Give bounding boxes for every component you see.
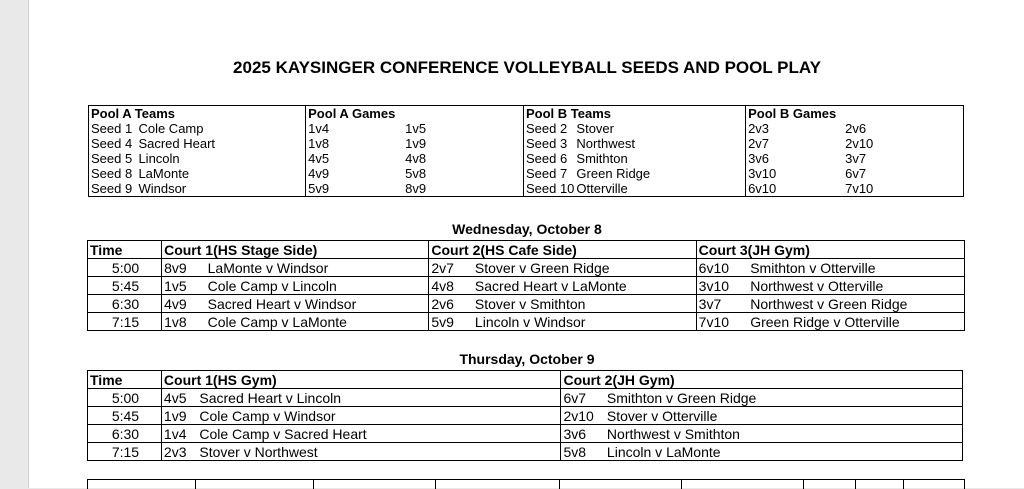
match-teams: Sacred Heart v Lincoln — [197, 389, 561, 407]
schedule-row — [88, 425, 963, 443]
seeds-row — [89, 136, 964, 151]
pool-game: 1v4 — [306, 121, 404, 136]
court-1-header: Court 1(HS Stage Side) — [162, 241, 429, 259]
pool-game: 2v3 — [746, 121, 844, 136]
seed-team: Windsor — [138, 180, 187, 196]
seed-label: Seed 6 — [523, 151, 574, 166]
pool-game: 6v7 — [845, 165, 867, 181]
match-code: 1v4 — [161, 425, 197, 443]
schedule-row — [88, 259, 965, 277]
seed-label: Seed 1 — [91, 120, 133, 136]
document-title: 2025 KAYSINGER CONFERENCE VOLLEYBALL SEEDS AND POOL PLAY — [233, 58, 821, 77]
match-teams: Sacred Heart v Windsor — [206, 295, 429, 313]
seeds-row — [89, 121, 964, 136]
match-teams: Northwest v Smithton — [605, 425, 963, 443]
court-2-header: Court 2(JH Gym) — [561, 371, 963, 389]
match-teams: Stover v Otterville — [605, 407, 963, 425]
match-code: 7v10 — [696, 313, 748, 331]
match-code: 2v7 — [429, 259, 473, 277]
thursday-header-row — [88, 371, 963, 389]
pool-game: 1v8 — [306, 136, 404, 151]
pool-game: 6v10 — [746, 181, 844, 197]
seeds-row — [89, 181, 964, 197]
match-teams: Lincoln v LaMonte — [605, 443, 963, 461]
seeds-table — [88, 105, 964, 197]
time-header: Time — [88, 371, 162, 389]
match-time: 7:15 — [88, 313, 162, 331]
match-time: 5:45 — [88, 407, 162, 425]
court-3-header: Court 3(JH Gym) — [696, 241, 964, 259]
match-time: 7:15 — [88, 443, 162, 461]
match-code: 2v10 — [561, 407, 605, 425]
seed-label: Seed 10 — [523, 181, 574, 197]
schedule-row — [88, 313, 965, 331]
schedule-row — [88, 295, 965, 313]
match-code: 6v10 — [696, 259, 748, 277]
seed-team: Northwest — [576, 135, 635, 151]
seeds-row — [89, 166, 964, 181]
pool-game: 5v8 — [405, 165, 427, 181]
match-teams: Cole Camp v LaMonte — [206, 313, 429, 331]
seed-label: Seed 4 — [91, 135, 133, 151]
match-code: 8v9 — [162, 259, 206, 277]
wednesday-schedule-table — [87, 240, 965, 331]
seed-label: Seed 2 — [523, 121, 574, 136]
match-code: 3v7 — [696, 295, 748, 313]
seed-team: Lincoln — [138, 150, 180, 166]
pool-b-teams-header: Pool B Teams — [523, 106, 745, 122]
pool-game: 2v7 — [746, 136, 844, 151]
match-code: 3v6 — [561, 425, 605, 443]
match-code: 1v5 — [162, 277, 206, 295]
schedule-row — [88, 443, 963, 461]
seed-label: Seed 8 — [91, 165, 133, 181]
match-teams: Stover v Green Ridge — [473, 259, 696, 277]
pool-game: 8v9 — [405, 180, 427, 196]
match-teams: Smithton v Green Ridge — [605, 389, 963, 407]
match-teams: Smithton v Otterville — [748, 259, 964, 277]
seed-label: Seed 9 — [91, 180, 133, 196]
match-code: 5v8 — [561, 443, 605, 461]
schedule-row — [88, 277, 965, 295]
pool-game: 2v6 — [845, 120, 867, 136]
seed-team: Otterville — [576, 180, 628, 196]
seed-label: Seed 5 — [91, 150, 133, 166]
seed-team: Cole Camp — [138, 120, 204, 136]
match-time: 6:30 — [88, 295, 162, 313]
match-code: 5v9 — [429, 313, 473, 331]
match-teams: Northwest v Otterville — [748, 277, 964, 295]
pool-game: 1v5 — [405, 120, 427, 136]
match-teams: Stover v Northwest — [197, 443, 561, 461]
pool-game: 3v6 — [746, 151, 844, 166]
schedule-row — [88, 389, 963, 407]
match-teams: Cole Camp v Windsor — [197, 407, 561, 425]
pool-game: 3v7 — [845, 150, 867, 166]
match-time: 6:30 — [88, 425, 162, 443]
match-teams: Lincoln v Windsor — [473, 313, 696, 331]
seeds-header-row — [89, 106, 964, 122]
time-header: Time — [88, 241, 162, 259]
match-code: 2v6 — [429, 295, 473, 313]
match-teams: Sacred Heart v LaMonte — [473, 277, 696, 295]
seed-team: LaMonte — [138, 165, 190, 181]
seed-team: Green Ridge — [576, 165, 651, 181]
pool-a-games-header: Pool A Games — [306, 106, 524, 122]
match-code: 3v10 — [696, 277, 748, 295]
match-teams: Cole Camp v Lincoln — [206, 277, 429, 295]
pool-game: 1v9 — [405, 135, 427, 151]
pool-b-games-header: Pool B Games — [746, 106, 964, 122]
match-code: 2v3 — [161, 443, 197, 461]
court-2-header: Court 2(HS Cafe Side) — [429, 241, 696, 259]
pool-game: 2v10 — [845, 135, 874, 151]
match-code: 4v9 — [162, 295, 206, 313]
wednesday-heading: Wednesday, October 8 — [452, 221, 602, 237]
schedule-row — [88, 407, 963, 425]
match-time: 5:45 — [88, 277, 162, 295]
seed-label: Seed 3 — [523, 136, 574, 151]
match-teams: Cole Camp v Sacred Heart — [197, 425, 561, 443]
wednesday-header-row — [88, 241, 965, 259]
match-code: 4v5 — [161, 389, 197, 407]
match-code: 1v9 — [161, 407, 197, 425]
thursday-heading: Thursday, October 9 — [459, 351, 595, 367]
match-teams: Stover v Smithton — [473, 295, 696, 313]
pool-game: 4v5 — [306, 151, 404, 166]
document-page — [28, 0, 1024, 488]
pool-a-teams-header: Pool A Teams — [91, 105, 176, 121]
pool-game: 4v8 — [405, 150, 427, 166]
thursday-schedule-table — [87, 370, 963, 461]
match-code: 4v8 — [429, 277, 473, 295]
match-time: 5:00 — [88, 259, 162, 277]
match-teams: Northwest v Green Ridge — [748, 295, 964, 313]
pool-game: 5v9 — [306, 181, 404, 197]
seed-team: Stover — [576, 120, 614, 136]
match-teams: LaMonte v Windsor — [206, 259, 429, 277]
seed-label: Seed 7 — [523, 166, 574, 181]
seeds-row — [89, 151, 964, 166]
seed-team: Sacred Heart — [138, 135, 216, 151]
match-code: 6v7 — [561, 389, 605, 407]
match-teams: Green Ridge v Otterville — [748, 313, 964, 331]
match-time: 5:00 — [88, 389, 162, 407]
seed-team: Smithton — [576, 150, 628, 166]
court-1-header: Court 1(HS Gym) — [161, 371, 561, 389]
pool-game: 3v10 — [746, 166, 844, 181]
pool-game: 7v10 — [845, 180, 874, 196]
match-code: 1v8 — [162, 313, 206, 331]
pool-game: 4v9 — [306, 166, 404, 181]
